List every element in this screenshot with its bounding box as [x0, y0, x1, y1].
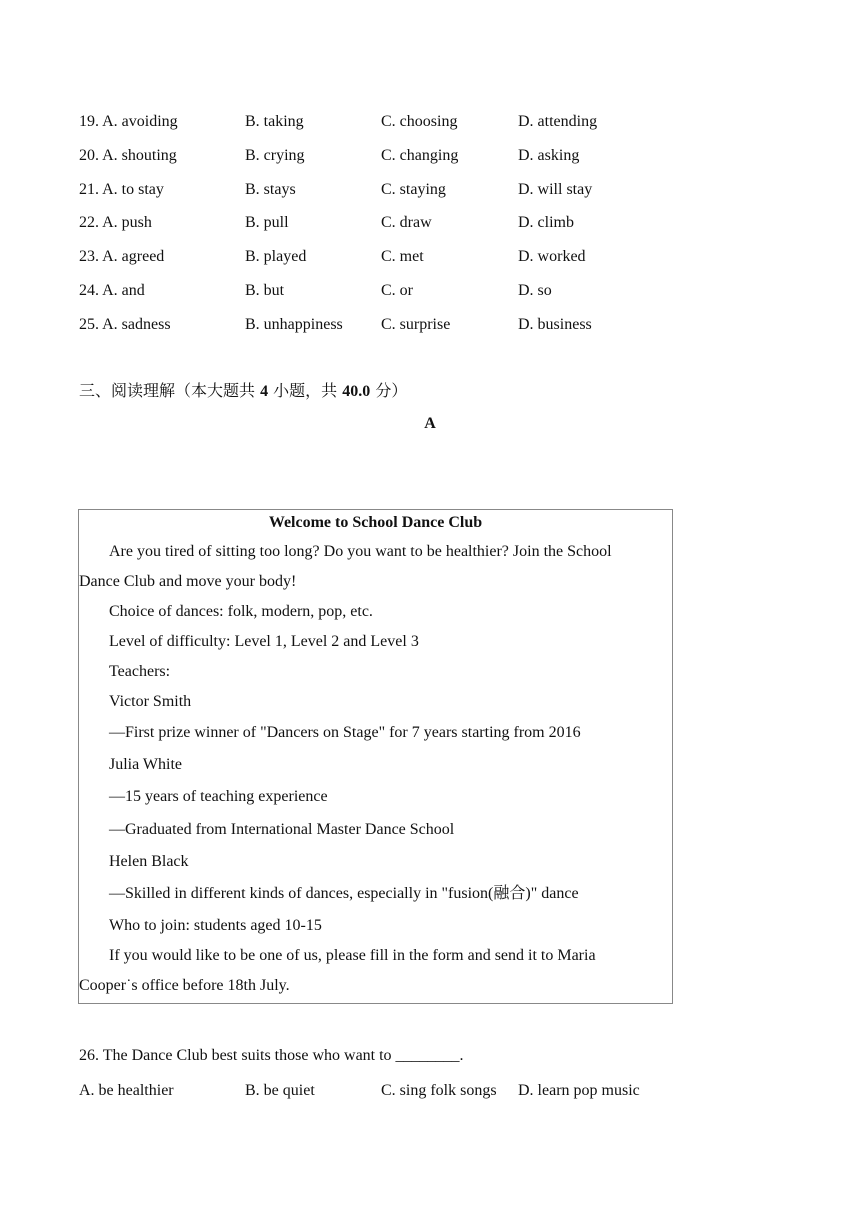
- notice-line: Teachers:: [109, 663, 171, 680]
- teacher-detail: —Graduated from International Master Dance School: [109, 821, 455, 838]
- option-d: D. will stay: [518, 181, 593, 198]
- option-a: 20. A. shouting: [79, 147, 177, 164]
- notice-title: Welcome to School Dance Club: [268, 514, 483, 531]
- question-26-stem: 26. The Dance Club best suits those who want to ________.: [79, 1047, 464, 1064]
- option-d: D. attending: [518, 113, 598, 130]
- option-d: D. worked: [518, 248, 586, 265]
- section-score: 40.0: [342, 383, 371, 400]
- notice-line: Cooper˙s office before 18th July.: [79, 977, 290, 994]
- option-d: D. learn pop music: [518, 1082, 640, 1099]
- section-suffix: 分）: [370, 381, 408, 400]
- option-c: C. draw: [381, 214, 432, 231]
- option-b: B. taking: [245, 113, 304, 130]
- option-c: C. or: [381, 282, 413, 299]
- option-b: B. unhappiness: [245, 316, 343, 333]
- option-c: C. surprise: [381, 316, 451, 333]
- option-b: B. crying: [245, 147, 305, 164]
- option-a: A. be healthier: [79, 1082, 174, 1099]
- notice-line: Level of difficulty: Level 1, Level 2 and Level 3: [109, 633, 419, 650]
- teacher-detail: —15 years of teaching experience: [109, 788, 328, 805]
- option-b: B. stays: [245, 181, 296, 198]
- option-d: D. business: [518, 316, 592, 333]
- option-a: 19. A. avoiding: [79, 113, 178, 130]
- option-c: C. changing: [381, 147, 459, 164]
- section-count: 4: [260, 383, 269, 400]
- notice-line: Are you tired of sitting too long? Do you want to be healthier? Join the School: [109, 543, 612, 560]
- option-b: B. be quiet: [245, 1082, 315, 1099]
- option-a: 21. A. to stay: [79, 181, 164, 198]
- notice-line: Choice of dances: folk, modern, pop, etc.: [109, 603, 373, 620]
- notice-box: [78, 509, 673, 1004]
- option-a: 22. A. push: [79, 214, 152, 231]
- section-heading: [79, 380, 407, 403]
- option-c: C. sing folk songs: [381, 1082, 497, 1099]
- option-d: D. so: [518, 282, 552, 299]
- teacher-name: Helen Black: [109, 853, 189, 870]
- teacher-detail: —First prize winner of "Dancers on Stage" for 7 years starting from 2016: [109, 724, 581, 741]
- teacher-name: Julia White: [109, 756, 183, 773]
- option-c: C. choosing: [381, 113, 458, 130]
- option-c: C. met: [381, 248, 424, 265]
- option-b: B. but: [245, 282, 285, 299]
- option-b: B. pull: [245, 214, 289, 231]
- option-d: D. asking: [518, 147, 580, 164]
- option-a: 24. A. and: [79, 282, 145, 299]
- option-a: 25. A. sadness: [79, 316, 171, 333]
- option-d: D. climb: [518, 214, 574, 231]
- option-a: 23. A. agreed: [79, 248, 165, 265]
- teacher-name: Victor Smith: [109, 693, 192, 710]
- section-middle: 小题，共: [268, 381, 343, 400]
- option-b: B. played: [245, 248, 307, 265]
- notice-line: If you would like to be one of us, please fill in the form and send it to Maria: [109, 947, 596, 964]
- notice-line: Who to join: students aged 10-15: [109, 917, 322, 934]
- passage-label: A: [424, 415, 436, 432]
- notice-line: Dance Club and move your body!: [79, 573, 297, 590]
- option-c: C. staying: [381, 181, 446, 198]
- teacher-detail: —Skilled in different kinds of dances, especially in "fusion(融合)" dance: [109, 885, 579, 902]
- section-prefix: 三、阅读理解（本大题共: [79, 381, 261, 400]
